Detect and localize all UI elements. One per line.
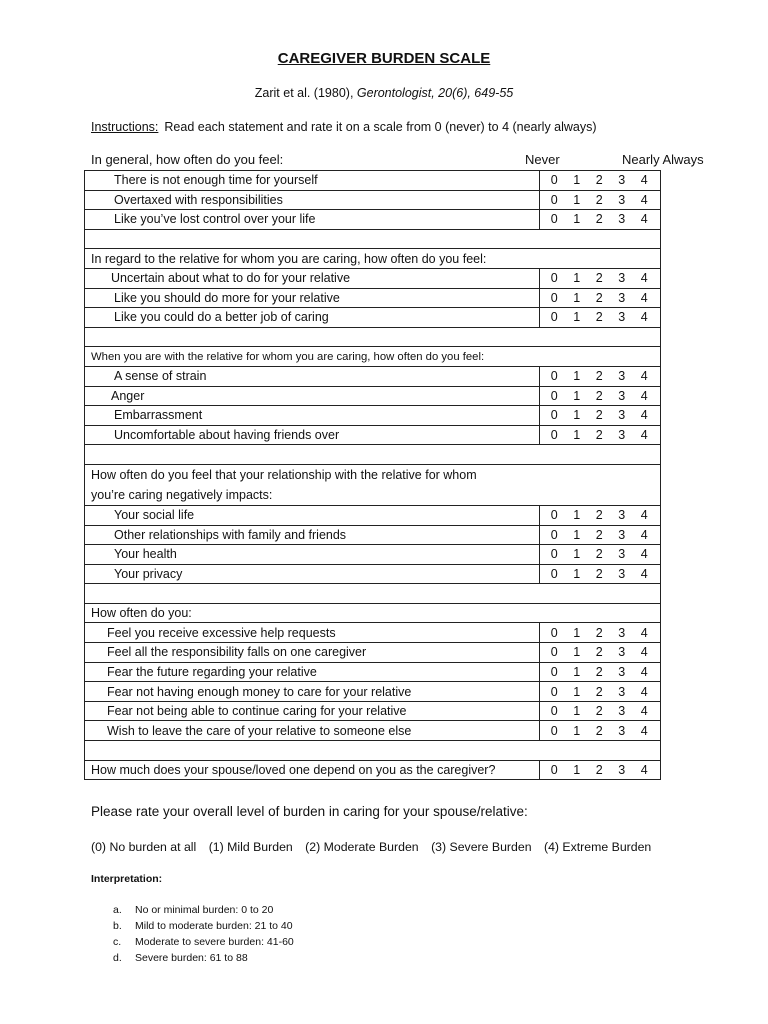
table-row	[85, 760, 661, 780]
section-header-row	[85, 464, 661, 505]
section-header-row	[85, 249, 661, 269]
rating-options[interactable]: 0 1 2 3 4	[540, 425, 661, 445]
rating-options[interactable]: 0 1 2 3 4	[540, 406, 661, 426]
option-0[interactable]: (0) No burden at all	[91, 840, 197, 854]
blank-row	[85, 445, 661, 465]
rating-options[interactable]: 0 1 2 3 4	[540, 760, 661, 780]
option-4[interactable]: (4) Extreme Burden	[543, 840, 652, 854]
overall-prompt: Please rate your overall level of burden in caring for your spouse/relative:	[91, 804, 528, 819]
item-text: There is not enough time for yourself	[85, 171, 540, 191]
table-row	[85, 406, 661, 426]
table-row	[85, 525, 661, 545]
rating-options[interactable]: 0 1 2 3 4	[540, 366, 661, 386]
table-row	[85, 643, 661, 663]
citation-authors: Zarit et al. (1980),	[254, 86, 357, 100]
item-text: Like you should do more for your relative	[85, 288, 540, 308]
table-row	[85, 288, 661, 308]
list-item: d. Severe burden: 61 to 88	[113, 952, 248, 964]
rating-options[interactable]: 0 1 2 3 4	[540, 564, 661, 584]
option-3[interactable]: (3) Severe Burden	[431, 840, 532, 854]
table-row	[85, 171, 661, 191]
blank-row	[85, 741, 661, 761]
rating-options[interactable]: 0 1 2 3 4	[540, 268, 661, 288]
table-row	[85, 308, 661, 328]
item-text: Your health	[85, 545, 540, 565]
item-text: Wish to leave the care of your relative to someone else	[85, 721, 540, 741]
rating-options[interactable]: 0 1 2 3 4	[540, 701, 661, 721]
table-row	[85, 386, 661, 406]
instructions-text: Read each statement and rate it on a scale from 0 (never) to 4 (nearly always)	[164, 120, 597, 134]
rating-options[interactable]: 0 1 2 3 4	[540, 190, 661, 210]
scale-low-label: Never	[525, 152, 560, 167]
item-text: Uncomfortable about having friends over	[85, 425, 540, 445]
item-text: Overtaxed with responsibilities	[85, 190, 540, 210]
list-item: c. Moderate to severe burden: 41-60	[113, 936, 294, 948]
table-row	[85, 682, 661, 702]
item-text: Your social life	[85, 505, 540, 525]
rating-options[interactable]: 0 1 2 3 4	[540, 386, 661, 406]
rating-options[interactable]: 0 1 2 3 4	[540, 721, 661, 741]
item-text: Uncertain about what to do for your relative	[85, 268, 540, 288]
blank-row	[85, 584, 661, 604]
general-question: In general, how often do you feel:	[91, 152, 284, 167]
item-text: Feel you receive excessive help requests	[85, 623, 540, 643]
table-row	[85, 425, 661, 445]
rating-options[interactable]: 0 1 2 3 4	[540, 545, 661, 565]
item-text: Fear the future regarding your relative	[85, 662, 540, 682]
rating-options[interactable]: 0 1 2 3 4	[540, 210, 661, 230]
table-row	[85, 662, 661, 682]
rating-options[interactable]: 0 1 2 3 4	[540, 682, 661, 702]
rating-options[interactable]: 0 1 2 3 4	[540, 643, 661, 663]
section-header: How often do you:	[85, 603, 661, 623]
table-row	[85, 721, 661, 741]
instructions	[91, 120, 597, 134]
item-text: Fear not having enough money to care for your relative	[85, 682, 540, 702]
option-2[interactable]: (2) Moderate Burden	[305, 840, 419, 854]
rating-options[interactable]: 0 1 2 3 4	[540, 171, 661, 191]
item-text: Your privacy	[85, 564, 540, 584]
table-row	[85, 366, 661, 386]
citation-journal: Gerontologist, 20(6), 649-55	[356, 86, 514, 100]
item-text: Anger	[85, 386, 540, 406]
item-text: Fear not being able to continue caring for your relative	[85, 701, 540, 721]
table-row	[85, 701, 661, 721]
final-question: How much does your spouse/loved one depend on you as the caregiver?	[85, 760, 540, 780]
scale-high-label: Nearly Always	[622, 152, 704, 167]
overall-options[interactable]	[91, 840, 660, 854]
instructions-label: Instructions:	[91, 120, 159, 134]
list-item: a. No or minimal burden: 0 to 20	[113, 904, 274, 916]
interpretation-label: Interpretation:	[91, 873, 163, 885]
section-header-row	[85, 347, 661, 367]
citation	[0, 86, 768, 100]
table-row	[85, 210, 661, 230]
rating-options[interactable]: 0 1 2 3 4	[540, 623, 661, 643]
section-header-line: you’re caring negatively impacts:	[91, 487, 273, 502]
table-row	[85, 564, 661, 584]
item-text: Other relationships with family and friends	[85, 525, 540, 545]
rating-options[interactable]: 0 1 2 3 4	[540, 505, 661, 525]
item-text: Like you could do a better job of caring	[85, 308, 540, 328]
section-header-row	[85, 603, 661, 623]
rating-options[interactable]: 0 1 2 3 4	[540, 288, 661, 308]
rating-table	[84, 170, 661, 780]
item-text: A sense of strain	[85, 366, 540, 386]
table-row	[85, 505, 661, 525]
blank-row	[85, 327, 661, 347]
item-text: Embarrassment	[85, 406, 540, 426]
section-header: When you are with the relative for whom you are caring, how often do you feel:	[85, 347, 661, 367]
blank-row	[85, 229, 661, 249]
rating-options[interactable]: 0 1 2 3 4	[540, 308, 661, 328]
list-item: b. Mild to moderate burden: 21 to 40	[113, 920, 293, 932]
rating-options[interactable]: 0 1 2 3 4	[540, 662, 661, 682]
table-row	[85, 623, 661, 643]
section-header-line: How often do you feel that your relationship with the relative for whom	[91, 467, 477, 482]
interpretation-list	[113, 902, 294, 966]
table-row	[85, 545, 661, 565]
section-header: In regard to the relative for whom you are caring, how often do you feel:	[85, 249, 661, 269]
table-row	[85, 190, 661, 210]
item-text: Feel all the responsibility falls on one caregiver	[85, 643, 540, 663]
table-row	[85, 268, 661, 288]
section-header	[85, 464, 661, 505]
option-1[interactable]: (1) Mild Burden	[208, 840, 293, 854]
rating-options[interactable]: 0 1 2 3 4	[540, 525, 661, 545]
document-title: CAREGIVER BURDEN SCALE	[277, 50, 491, 67]
item-text: Like you’ve lost control over your life	[85, 210, 540, 230]
